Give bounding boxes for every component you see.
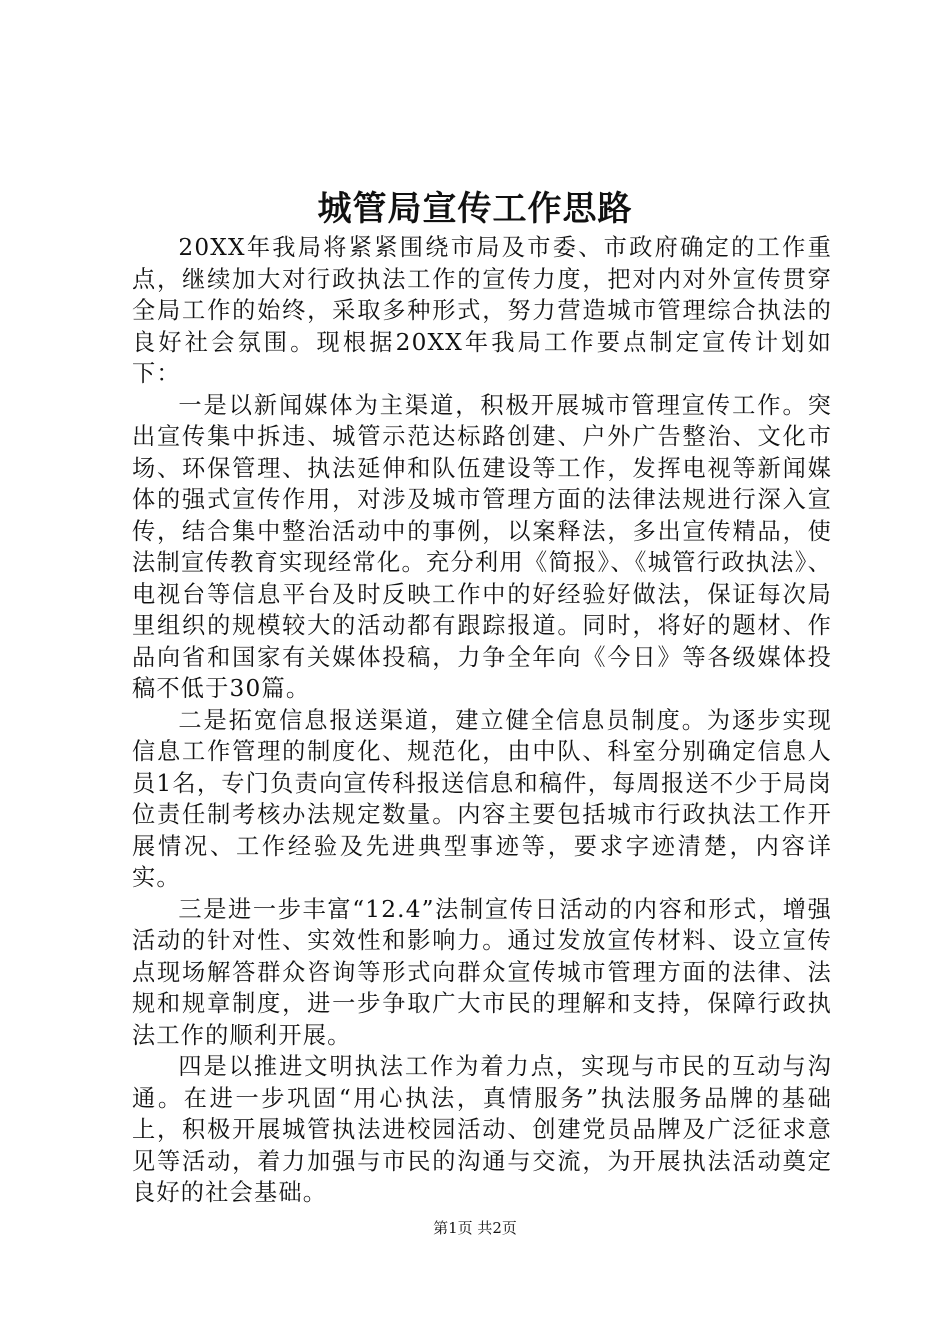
paragraph-item-3: 三是进一步丰富“12.4”法制宣传日活动的内容和形式，增强活动的针对性、实效性和影响力。通过发放宣传材料、设立宣传点现场解答群众咨询等形式向群众宣传城市管理方面的法律、法规和规章制度，进一步争取广大市民的理解和支持，保障行政执法工作的顺利开展。 <box>132 895 832 1049</box>
paragraph-intro: 20XX年我局将紧紧围绕市局及市委、市政府确定的工作重点，继续加大对行政执法工作的宣传力度，把对内对外宣传贯穿全局工作的始终，采取多种形式，努力营造城市管理综合执法的良好社会氛围。现根据20XX年我局工作要点制定宣传计划如下： <box>132 234 832 387</box>
document-body <box>132 232 832 1209</box>
paragraph-item-1: 一是以新闻媒体为主渠道，积极开展城市管理宣传工作。突出宣传集中拆违、城管示范达标路创建、户外广告整治、文化市场、环保管理、执法延伸和队伍建设等工作，发挥电视等新闻媒体的强式宣传作用，对涉及城市管理方面的法律法规进行深入宣传，结合集中整治活动中的事例，以案释法，多出宣传精品，使法制宣传教育实现经常化。充分利用《简报》、《城管行政执法》、电视台等信息平台及时反映工作中的好经验好做法，保证每次局里组织的规模较大的活动都有跟踪报道。同时，将好的题材、作品向省和国家有关媒体投稿，力争全年向《今日》等各级媒体投稿不低于30篇。 <box>132 391 832 702</box>
document-title: 城管局宣传工作思路 <box>317 189 633 229</box>
page-number-footer: 第1页 共2页 <box>433 1219 517 1237</box>
paragraph-item-4: 四是以推进文明执法工作为着力点，实现与市民的互动与沟通。在进一步巩固“用心执法，真情服务”执法服务品牌的基础上，积极开展城管执法进校园活动、创建党员品牌及广泛征求意见等活动，着力加强与市民的沟通与交流，为开展执法活动奠定良好的社会基础。 <box>132 1053 832 1206</box>
paragraph-item-2: 二是拓宽信息报送渠道，建立健全信息员制度。为逐步实现信息工作管理的制度化、规范化，由中队、科室分别确定信息人员1名，专门负责向宣传科报送信息和稿件，每周报送不少于局岗位责任制考核办法规定数量。内容主要包括城市行政执法工作开展情况、工作经验及先进典型事迹等，要求字迹清楚，内容详实。 <box>132 706 832 891</box>
